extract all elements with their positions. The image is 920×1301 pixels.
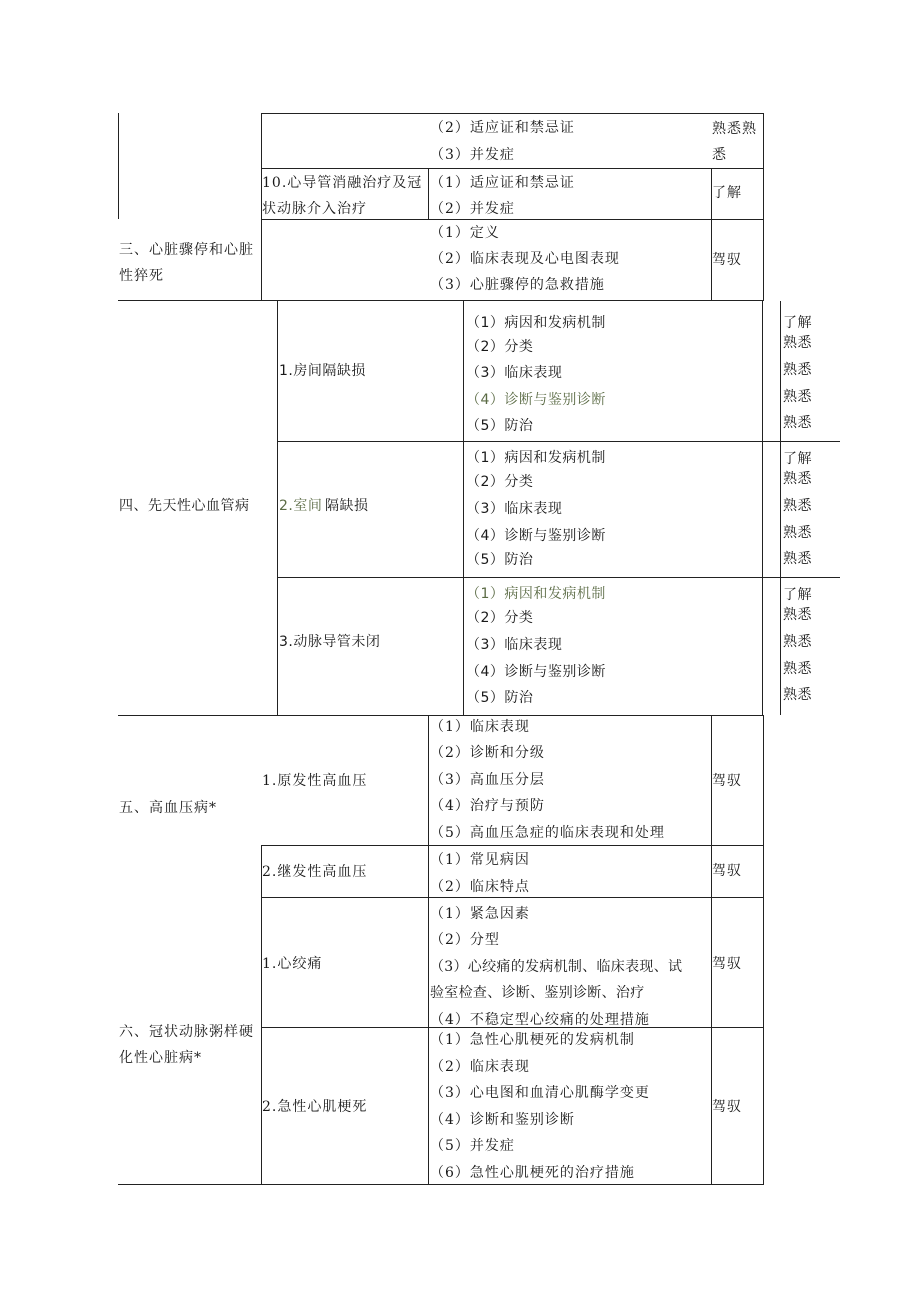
item-text: 验室检查、诊断、鉴别诊断、治疗 [430,985,645,1001]
item-text: （1）病因和发病机制 [466,586,606,602]
item-text: （5）防治 [466,690,534,706]
topic-name: 1.原发性高血压 [262,773,368,789]
row-rule [277,441,840,442]
item-text: （3）高血压分层 [430,772,545,788]
item-text: （3）心脏骤停的急救措施 [430,277,605,293]
row-rule [261,845,763,846]
section-title: 四、先天性心血管病 [119,498,250,514]
item-text: （4）诊断与鉴别诊断 [466,392,606,408]
item-text: （6）急性心肌梗死的治疗措施 [430,1165,635,1181]
level-text: 驾驭 [712,252,742,268]
item-text: （2）诊断和分级 [430,745,545,761]
topic-name: 10.心导管消融治疗及冠 [262,175,423,191]
level-text: 熟悉熟 [712,121,757,137]
item-text: （1）急性心肌梗死的发病机制 [430,1032,635,1048]
item-text: （2）并发症 [430,201,515,217]
item-text: （4）诊断与鉴别诊断 [466,664,606,680]
item-text: （3）临床表现 [466,365,563,381]
level-text: 熟悉 [783,389,812,405]
row-rule [277,577,840,578]
col-rule [762,301,763,715]
item-text: （1）适应证和禁忌证 [430,175,575,191]
level-text: 熟悉 [783,415,812,431]
col-rule [261,845,262,1185]
level-text: 熟悉 [783,471,812,487]
item-text: （1）病因和发病机制 [466,450,606,466]
level-text: 熟悉 [783,335,812,351]
item-text: （1）紧急因素 [430,906,530,922]
item-text: （5）高血压急症的临床表现和处理 [430,825,665,841]
col-rule [763,113,764,301]
level-text: 熟悉 [783,525,812,541]
col-rule [463,301,464,715]
level-text: 熟悉 [783,661,812,677]
topic-name: 2.急性心肌梗死 [262,1099,368,1115]
item-text: （3）临床表现 [466,501,563,517]
item-text: （4）不稳定型心绞痛的处理措施 [430,1012,650,1028]
row-rule [118,300,763,301]
section-title: 五、高血压病* [119,800,217,816]
topic-name: 隔缺损 [325,498,369,514]
item-text: （3）心电图和血清心肌酶学变更 [430,1085,650,1101]
left-rule-top [118,113,119,219]
item-text: （1）常见病因 [430,852,530,868]
item-text: （4）诊断与鉴别诊断 [466,528,606,544]
item-text: （3）并发症 [430,147,515,163]
level-text: 驾驭 [712,773,742,789]
level-text: 了解 [783,451,812,467]
col-rule [277,301,278,715]
level-text: 悉 [712,147,727,163]
row-rule [261,113,763,114]
level-text: 熟悉 [783,634,812,650]
topic-name: 状动脉介入治疗 [262,201,367,217]
section-title: 六、冠状动脉粥样硬 [119,1024,254,1040]
section-title: 性猝死 [119,268,164,284]
level-text: 熟悉 [783,362,812,378]
level-text: 熟悉 [783,687,812,703]
item-text: （2）分类 [466,610,534,626]
level-text: 驾驭 [712,956,742,972]
col-rule [780,301,781,715]
item-text: （4）治疗与预防 [430,798,545,814]
topic-name: 2.继发性高血压 [262,864,368,880]
item-text: （3）心绞痛的发病机制、临床表现、试 [430,959,683,975]
topic-name: 1.心绞痛 [262,956,323,972]
row-rule [261,168,763,169]
row-rule [261,219,763,220]
item-text: （2）分类 [466,474,534,490]
item-text: （3）临床表现 [466,637,563,653]
item-text: （5）防治 [466,552,534,568]
item-text: （2）适应证和禁忌证 [430,120,575,136]
topic-name: 2.室间 [279,498,323,514]
item-text: （1）临床表现 [430,719,530,735]
topic-name: 3.动脉导管未闭 [279,634,381,650]
item-text: （4）诊断和鉴别诊断 [430,1112,575,1128]
item-text: （2）临床表现 [430,1059,530,1075]
level-text: 驾驭 [712,863,742,879]
item-text: （1）定义 [430,225,500,241]
item-text: （5）并发症 [430,1138,515,1154]
section-title: 化性心脏病* [119,1050,202,1066]
row-rule [118,1184,763,1185]
level-text: 驾驭 [712,1099,742,1115]
item-text: （2）临床特点 [430,879,530,895]
item-text: （2）临床表现及心电图表现 [430,251,620,267]
section-title: 三、心脏骤停和心脏 [119,242,254,258]
col-rule [428,715,429,1185]
level-text: 了解 [783,315,812,331]
item-text: （2）分型 [430,932,500,948]
level-text: 了解 [783,587,812,603]
topic-name: 1.房间隔缺损 [279,363,366,379]
level-text: 熟悉 [783,498,812,514]
item-text: （2）分类 [466,339,534,355]
col-rule [428,168,429,219]
level-text: 熟悉 [783,607,812,623]
row-rule [118,715,763,716]
col-rule [763,715,764,1185]
level-text: 了解 [712,185,742,201]
level-text: 熟悉 [783,551,812,567]
item-text: （1）病因和发病机制 [466,315,606,331]
row-rule [261,897,763,898]
item-text: （5）防治 [466,418,534,434]
